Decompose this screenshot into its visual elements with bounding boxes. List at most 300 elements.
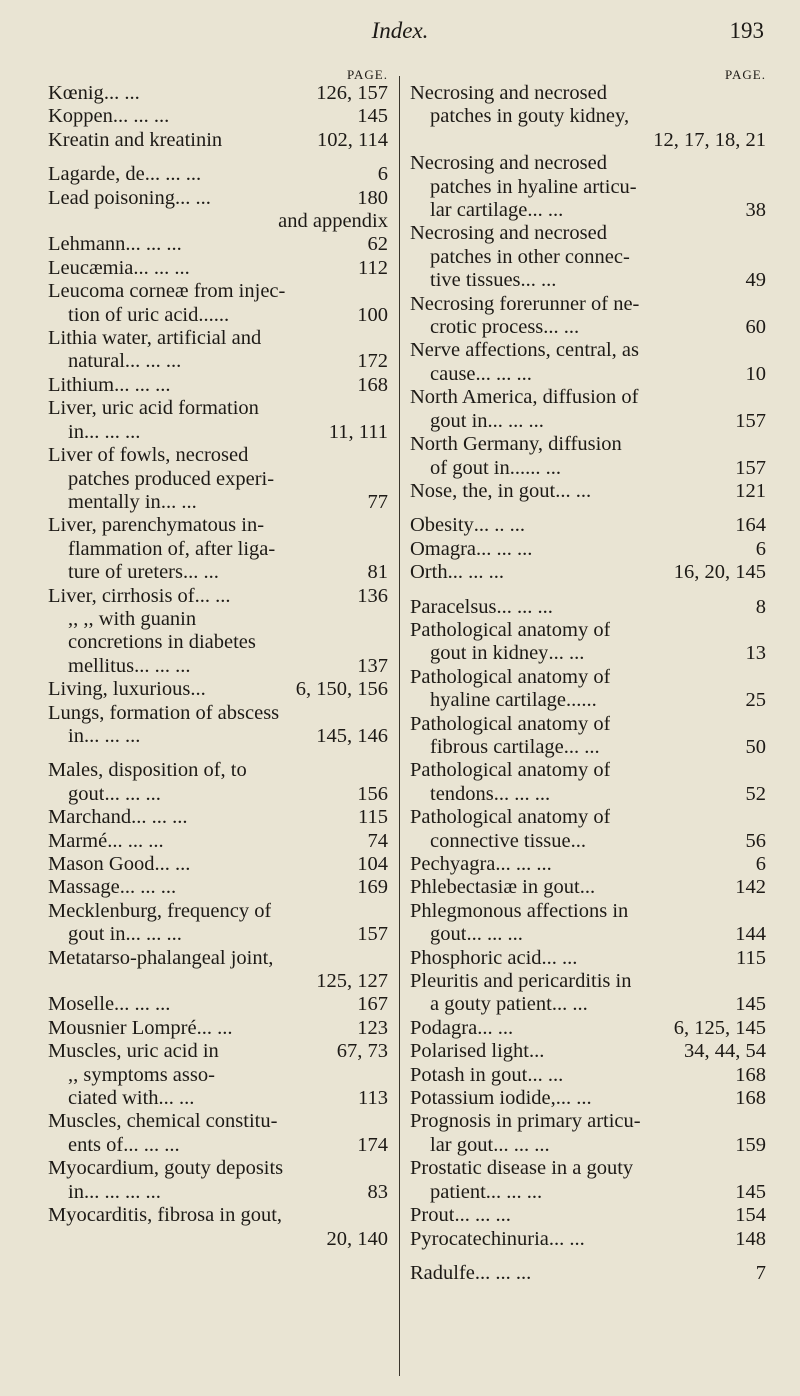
entry-text: natural [68, 350, 125, 373]
dot-leader: ... ... ... [125, 233, 182, 256]
dot-leader: ... ... ... [485, 1180, 543, 1203]
dot-leader [641, 1110, 766, 1133]
dot-leader: ... ... ... [454, 1204, 511, 1227]
dot-leader: ... [529, 1040, 545, 1063]
page-reference: 174 [357, 1133, 388, 1156]
index-entry-line [48, 304, 388, 327]
dot-leader [629, 105, 766, 128]
index-entry-line [48, 947, 388, 970]
index-entry-line [410, 293, 766, 316]
index-entry-line [410, 480, 766, 503]
entry-text: Pathological anatomy of [410, 712, 611, 735]
entry-text: gout [430, 923, 467, 946]
index-entry-line [410, 176, 766, 199]
page-reference: 6, 125, 145 [673, 1016, 766, 1039]
page-reference: 145 [735, 993, 766, 1016]
index-entry [410, 947, 766, 970]
entry-text: Koppen [48, 105, 113, 128]
page-reference: 180 [357, 186, 388, 209]
index-entry-line [48, 210, 388, 233]
entry-text: Leucoma corneæ from injec- [48, 280, 286, 303]
index-entry [410, 1204, 766, 1227]
page-reference: 20, 140 [326, 1227, 388, 1250]
page-reference: 168 [735, 1087, 766, 1110]
index-entry-line [410, 1064, 766, 1087]
index-entry [410, 538, 766, 561]
page-reference: 168 [735, 1063, 766, 1086]
entry-text: ciated with [68, 1087, 159, 1110]
index-entry-line [410, 947, 766, 970]
entry-text: Lithium [48, 373, 115, 396]
index-entry-line [48, 993, 388, 1016]
index-entry-line [410, 152, 766, 175]
dot-leader: ... ... ... [83, 420, 141, 443]
dot-leader [633, 1157, 766, 1180]
page-reference: 136 [357, 584, 388, 607]
entry-text: Lithia water, artificial and [48, 327, 262, 350]
dot-leader: ... ... [174, 186, 211, 209]
index-entry-line [410, 410, 766, 433]
page-reference: 6 [755, 853, 766, 875]
entry-text: Myocardium, gouty deposits [48, 1157, 284, 1180]
index-entry-line [410, 736, 766, 759]
index-entry [48, 1064, 388, 1111]
entry-text: Liver, parenchymatous in- [48, 514, 265, 537]
index-entry-line [48, 444, 388, 467]
dot-leader: ... ... ... [124, 350, 182, 373]
entry-text: Radulfe [410, 1261, 475, 1284]
page-reference: 38 [745, 199, 766, 222]
page-number: 193 [729, 18, 764, 43]
index-entry-line [48, 187, 388, 210]
index-entry [48, 1040, 388, 1063]
index-entry-line [410, 269, 766, 292]
page-reference: 172 [357, 350, 388, 373]
entry-text: Phlegmonous affections in [410, 899, 629, 922]
page-reference: 13 [745, 642, 766, 665]
index-entry [48, 397, 388, 444]
dot-leader [631, 970, 766, 993]
index-entry-line [48, 1134, 388, 1157]
index-entry-line [48, 923, 388, 946]
dot-leader: ... ... [527, 199, 564, 222]
index-entry-line [410, 689, 766, 712]
page-reference: 100 [357, 303, 388, 326]
index-entry [410, 1157, 766, 1204]
index-entry [48, 876, 388, 899]
index-entry-line [410, 363, 766, 386]
index-entry [410, 900, 766, 947]
dot-leader: ... ... [551, 993, 588, 1016]
page-reference: 60 [745, 316, 766, 339]
page-reference: 137 [357, 654, 388, 677]
dot-leader [279, 702, 388, 725]
index-entry [410, 293, 766, 340]
dot-leader: ... ... ... [447, 561, 504, 584]
entry-text: patches in hyaline articu- [430, 175, 637, 198]
page-reference: 10 [745, 362, 766, 385]
index-entry-line [48, 257, 388, 280]
index-entry [48, 233, 388, 256]
dot-leader [256, 631, 388, 654]
index-entry [48, 280, 388, 327]
dot-leader [610, 806, 766, 829]
index-entry [48, 947, 388, 994]
entry-text: North Germany, diffusion [410, 433, 622, 456]
dot-leader: ... ... ... [144, 163, 202, 186]
dot-leader [196, 608, 388, 631]
index-entry [48, 585, 388, 608]
index-entry-line [48, 350, 388, 373]
entry-text: Massage [48, 876, 120, 899]
dot-leader: ... ... [548, 1227, 585, 1250]
page-reference: 148 [735, 1227, 766, 1250]
index-entry-line [48, 514, 388, 537]
index-entry-line [48, 561, 388, 584]
index-entry-line [48, 725, 388, 748]
entry-text: ture of ureters [68, 561, 183, 584]
dot-leader: ... [570, 829, 586, 852]
index-entry [410, 561, 766, 584]
entry-text: Necrosing and necrosed [410, 152, 607, 175]
dot-leader [285, 280, 388, 303]
index-entry-line [410, 596, 766, 619]
index-entry-line [48, 538, 388, 561]
dot-leader [607, 152, 766, 175]
dot-leader [639, 386, 767, 409]
entry-text: Potash in gout [410, 1063, 528, 1086]
index-entry [410, 222, 766, 292]
index-entry-line [48, 491, 388, 514]
dot-leader: ... ... ... [107, 829, 164, 852]
index-entry [48, 830, 388, 853]
index-entry [410, 339, 766, 386]
index-entry-line [48, 970, 388, 993]
index-entry [410, 666, 766, 713]
entry-text: Pyrocatechinuria [410, 1227, 549, 1250]
entry-text: patient [430, 1180, 486, 1203]
dot-leader: ... ... [525, 456, 561, 479]
index-entry-line [48, 806, 388, 829]
page-reference: 102, 114 [317, 128, 388, 151]
dot-leader: ... ... ... [104, 782, 161, 805]
entry-text: Pathological anatomy of [410, 618, 611, 641]
page-reference: 77 [367, 490, 388, 513]
dot-leader [610, 759, 766, 782]
dot-leader [248, 444, 388, 467]
index-entry-line [48, 1204, 388, 1227]
index-entry-line [410, 783, 766, 806]
dot-leader: ... ... [520, 269, 557, 292]
index-entry [48, 257, 388, 280]
dot-leader: ... ... [555, 479, 592, 502]
entry-text: a gouty patient [430, 993, 552, 1016]
dot-leader: ... ... ... [493, 782, 551, 805]
entry-text: in [68, 1180, 84, 1203]
page-reference: 168 [357, 373, 388, 396]
dot-leader: ... ... [103, 82, 140, 104]
index-column-left [48, 60, 388, 1251]
index-entry-line [410, 339, 766, 362]
index-entry-line [410, 1110, 766, 1133]
index-entry-line [410, 1017, 766, 1040]
entry-text: North America, diffusion of [410, 386, 639, 409]
entry-text: Polarised light [410, 1040, 530, 1063]
entry-text: patches produced experi- [68, 467, 275, 490]
index-entry-line [410, 759, 766, 782]
entry-text: Marmé [48, 829, 108, 852]
index-entry [48, 806, 388, 829]
index-entry-line [48, 82, 388, 105]
entry-text: gout in [68, 923, 126, 946]
index-entry-line [48, 374, 388, 397]
entry-text: Nerve affections, central, as [410, 339, 639, 362]
index-column-right [410, 60, 766, 1285]
dot-leader [273, 947, 388, 970]
index-entry-line [410, 246, 766, 269]
dot-leader [261, 327, 388, 350]
index-entry [48, 1110, 388, 1157]
index-entry-line [48, 655, 388, 678]
index-entry [410, 1262, 766, 1285]
page-reference: 145 [735, 1180, 766, 1203]
entry-text: Paracelsus [410, 595, 497, 618]
entry-text: crotic process [430, 316, 544, 339]
index-entry [410, 876, 766, 899]
index-entry-line [48, 1064, 388, 1087]
entry-text: Prostatic disease in a gouty [410, 1157, 634, 1180]
entry-text: Muscles, chemical constitu- [48, 1110, 278, 1133]
index-entry-line [410, 642, 766, 665]
index-entry-line [410, 993, 766, 1016]
index-entry [48, 1157, 388, 1204]
page-reference: 74 [367, 829, 388, 852]
index-entry-line [48, 327, 388, 350]
entry-text: Necrosing and necrosed [410, 222, 607, 245]
index-entries [410, 82, 766, 1285]
entry-text: Orth [410, 561, 448, 584]
index-entry [410, 480, 766, 503]
index-entry [410, 806, 766, 853]
index-entry [410, 713, 766, 760]
page-reference: 157 [735, 456, 766, 479]
entry-text: Podagra [410, 1016, 478, 1039]
index-entry-line [48, 900, 388, 923]
index-entry [48, 1204, 388, 1251]
index-entry-line [410, 619, 766, 642]
index-entry-line [410, 1204, 766, 1227]
running-title: Index. [371, 18, 429, 43]
entry-text: Males, disposition of, to [48, 759, 247, 782]
dot-leader: ... ... [158, 1087, 195, 1110]
entry-text: Necrosing and necrosed [410, 82, 607, 104]
entry-text: lar gout [430, 1133, 494, 1156]
index-entry-line [410, 457, 766, 480]
index-entry-line [48, 163, 388, 186]
index-entry-line [48, 853, 388, 876]
entry-text: cause [430, 362, 476, 385]
dot-leader: ... ... [541, 946, 578, 969]
dot-leader: ... [190, 678, 206, 701]
dot-leader: ... ... ... ... [83, 1180, 161, 1203]
dot-leader: ... ... ... [131, 806, 188, 829]
index-entry-line [48, 608, 388, 631]
page-reference: and appendix [278, 210, 388, 233]
page-column-heading: PAGE. [346, 67, 388, 82]
dot-leader [274, 468, 388, 491]
index-entry-line [410, 876, 766, 899]
entry-text: Pathological anatomy of [410, 665, 611, 688]
entry-text: Pathological anatomy of [410, 806, 611, 829]
dot-leader [264, 514, 388, 537]
entry-text: connective tissue [430, 829, 571, 852]
index-entry [410, 970, 766, 1017]
page-reference: 11, 111 [328, 420, 388, 443]
page-column-heading: PAGE. [724, 67, 766, 82]
index-entry [48, 444, 388, 514]
index-entry [48, 374, 388, 397]
entry-text: in [68, 724, 84, 747]
index-entry [48, 514, 388, 584]
page-reference: 12, 17, 18, 21 [653, 128, 766, 151]
entry-text: Omagra [410, 537, 477, 560]
index-entry [410, 1064, 766, 1087]
page-reference: 121 [735, 479, 766, 502]
index-entry-line [48, 129, 388, 152]
index-entry-line [410, 316, 766, 339]
index-entries [48, 82, 388, 1251]
index-entry-line [48, 1157, 388, 1180]
dot-leader: ... ... ... [495, 853, 552, 875]
entry-text: Pathological anatomy of [410, 759, 611, 782]
dot-leader: ... [213, 303, 230, 326]
dot-leader [247, 759, 388, 782]
dot-leader: ... ... ... [114, 373, 171, 396]
dot-leader: ... ... ... [487, 409, 544, 432]
index-entry-line [410, 514, 766, 537]
dot-leader: ... [579, 876, 596, 899]
dot-leader [610, 666, 766, 689]
page-reference: 52 [745, 782, 766, 805]
column-divider [399, 76, 400, 1376]
entry-text: in [68, 420, 84, 443]
index-entry-line [410, 199, 766, 222]
index-entry [48, 327, 388, 374]
dot-leader: ... ... ... [112, 105, 170, 128]
entry-text: Kreatin and kreatinin [48, 128, 223, 151]
index-entry-line [48, 631, 388, 654]
entry-text: Potassium iodide, [410, 1087, 556, 1110]
dot-leader: ... ... [154, 853, 191, 875]
page-reference: 50 [745, 735, 766, 758]
index-entry [410, 82, 766, 152]
dot-leader: ... ... ... [83, 724, 141, 747]
entry-text: ,, symptoms asso- [68, 1063, 215, 1086]
entry-text: gout in kidney [430, 642, 549, 665]
index-entry-line [48, 1017, 388, 1040]
page-reference: 125, 127 [316, 970, 388, 993]
dot-leader: ... ... [194, 584, 231, 607]
index-entry [410, 853, 766, 876]
index-entry [410, 152, 766, 222]
entry-text: Moselle [48, 993, 115, 1016]
index-entry-line [48, 1040, 388, 1063]
entry-text: Prognosis in primary articu- [410, 1110, 641, 1133]
index-entry [48, 853, 388, 876]
page-reference: 167 [357, 993, 388, 1016]
index-entry [410, 1040, 766, 1063]
page-reference: 115 [358, 806, 388, 829]
index-entry [410, 1017, 766, 1040]
dot-leader [639, 339, 766, 362]
page-reference: 81 [367, 561, 388, 584]
entry-text: Mason Good [48, 853, 155, 875]
index-entry [48, 608, 388, 678]
dot-leader [259, 397, 388, 420]
index-entry-line [410, 853, 766, 876]
dot-leader [215, 1064, 388, 1087]
index-entry-line [48, 280, 388, 303]
index-entry-line [410, 1181, 766, 1204]
dot-leader: ... ... [543, 316, 580, 339]
entry-text: ,, ,, with guanin [68, 607, 197, 630]
page-reference: 169 [357, 876, 388, 899]
page-reference: 6 [377, 163, 388, 186]
dot-leader: ... ... ... [125, 923, 182, 946]
entry-text: Leucæmia [48, 256, 134, 279]
page-reference: 62 [367, 233, 388, 256]
page-reference: 83 [367, 1180, 388, 1203]
index-entry-line [410, 1157, 766, 1180]
page-header [0, 10, 800, 46]
index-entry-line [410, 222, 766, 245]
dot-leader: ... ... [527, 1063, 564, 1086]
index-entry [48, 993, 388, 1016]
index-entry [48, 759, 388, 806]
index-entry [410, 1087, 766, 1110]
dot-leader [222, 129, 317, 152]
page-reference: 112 [358, 256, 388, 279]
index-entry-line [48, 468, 388, 491]
entry-text: Muscles, uric acid in [48, 1040, 219, 1063]
page-reference: 25 [745, 689, 766, 712]
page-reference: 154 [735, 1204, 766, 1227]
index-entry [48, 129, 388, 152]
page-reference: 145 [357, 105, 388, 128]
entry-text: Necrosing forerunner of ne- [410, 292, 640, 315]
index-entry-line [48, 233, 388, 256]
entry-text: gout [68, 782, 105, 805]
index-entry-line [48, 397, 388, 420]
dot-leader: ... ... ... [496, 595, 553, 618]
entry-text: Lead poisoning [48, 186, 175, 209]
dot-leader [283, 1157, 388, 1180]
entry-text: concretions in diabetes [68, 631, 256, 654]
entry-text: lar cartilage [430, 199, 528, 222]
page-reference: 126, 157 [316, 82, 388, 104]
page-reference: 16, 20, 145 [673, 561, 766, 584]
index-entry-line [410, 561, 766, 584]
index-entry [410, 514, 766, 537]
dot-leader [219, 1040, 337, 1063]
entry-text: flammation of, after liga- [68, 537, 276, 560]
page-reference: 156 [357, 782, 388, 805]
index-entry-line [48, 783, 388, 806]
index-entry-line [48, 1181, 388, 1204]
entry-text: Mecklenburg, frequency of [48, 899, 272, 922]
index-entry-line [410, 1228, 766, 1251]
entry-text: fibrous cartilage [430, 735, 564, 758]
